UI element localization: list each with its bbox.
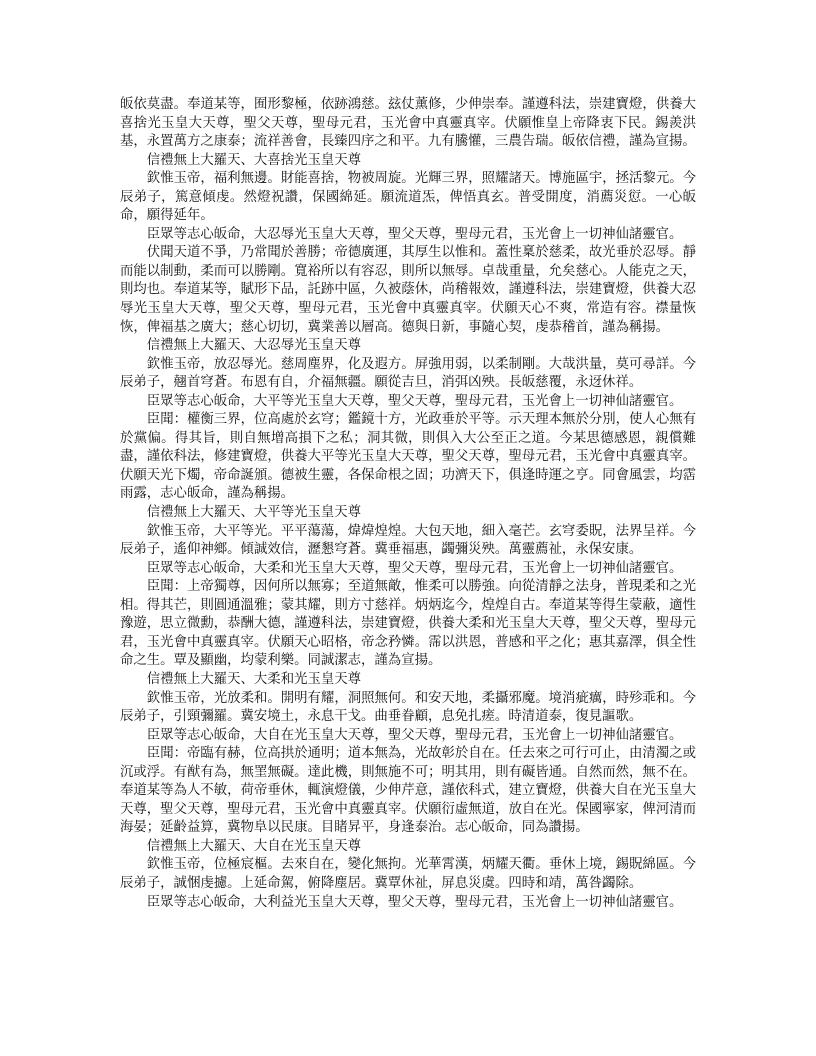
paragraph: 臣聞：帝臨有赫，位高拱於通明；道本無為，光故彰於自在。任去來之可行可止，由清濁之或沉或浮。有猷有為，無罣無礙。達此機，則無施不可；明其用，則有礙皆通。自然而然，無不在。奉道某等為人不敏，荷帝垂休，輒演燈儀，少伸芹意，謹依科式，建立寶燈，供養大自在光玉皇大天尊，聖父天尊，聖母元君，玉光會中真靈真宰。伏願衍虛無道，放自在光。保國寧家，俾河清而海晏；延齡益算，冀物阜以民康。目睹昇平，身逢泰治。志心皈命，同為讚揚。 xyxy=(120,746,696,836)
paragraph: 欽惟玉帝，位極宸樞。去來自在，變化無拘。光華霄漢，炳耀天衢。垂休上境，錫貺綿區。今辰弟子，誠悃虔攄。上延命駕，俯降塵居。冀覃休祉，屏息災虞。四時和靖，萬咎蠲除。 xyxy=(120,857,696,891)
paragraph-invocation: 臣眾等志心皈命，大柔和光玉皇大天尊，聖父天尊，聖母元君，玉光會上一切神仙諸靈官。 xyxy=(146,560,683,576)
paragraph: 皈依莫盡。奉道某等，囿形黎極，依跡鴻慈。玆仗薰修，少伸崇奉。謹遵科法，崇建寶燈，供養大喜捨光玉皇大天尊，聖父天尊，聖母元君，玉光會中真靈真宰。伏願惟皇上帝降衷下民。錫羨洪基，永置萬方之康泰；流祥善會，長臻四序之和平。九有騰懽，三農告瑞。皈依信禮，謹為宣揚。 xyxy=(120,97,696,150)
paragraph-heading: 信禮無上大羅天、大自在光玉皇天尊 xyxy=(146,838,362,854)
paragraph-heading: 信禮無上大羅天、大喜捨光玉皇天尊 xyxy=(146,152,362,168)
paragraph-heading: 信禮無上大羅天、大平等光玉皇天尊 xyxy=(146,505,362,521)
paragraph-invocation: 臣眾等志心皈命，大自在光玉皇大天尊，聖父天尊，聖母元君，玉光會上一切神仙諸靈官。 xyxy=(146,727,683,743)
paragraph-heading: 信禮無上大羅天、大忍辱光玉皇天尊 xyxy=(146,338,362,354)
paragraph: 臣聞：權衡三界，位高處於玄穹；鑑鏡十方，光政垂於平等。示天理本無於分別，使人心無有於黨偏。得其旨，則自無增高損下之私；洞其微，則俱入大公至正之道。今某思德感恩，親償難盡，謹依科法，修建寶燈，供養大平等光玉皇大天尊，聖父天尊，聖母元君，玉光會中真靈真宰。伏願天光下燭，帝命誕頒。德被生靈，各保命根之固；功濟天下，俱逢時運之亨。同會風雲，均霑雨露，志心皈命，謹為稱揚。 xyxy=(120,412,696,502)
paragraph: 臣聞：上帝獨尊，因何所以無寡；至道無敵，惟柔可以勝強。向從清靜之法身，普現柔和之光相。得其芒，則圓通溫雅；蒙其耀，則方寸慈祥。炳炳迄今，煌煌自古。奉道某等得生蒙蔽，適性豫遊，思立微勳，恭酬大德，謹遵科法，崇建寶燈，供養大柔和光玉皇大天尊，聖父天尊，聖母元君，玉光會中真靈真宰。伏願天心昭格，帝念矜憐。霈以洪恩，普感和平之化；惠其嘉澤，俱全性命之生。覃及顯幽，均蒙利樂。同誠潔志，謹為宣揚。 xyxy=(120,579,696,669)
document-page xyxy=(120,96,696,912)
paragraph-invocation: 臣眾等志心皈命，大平等光玉皇大天尊，聖父天尊，聖母元君，玉光會上一切神仙諸靈官。 xyxy=(146,393,683,409)
paragraph: 欽惟玉帝，大平等光。平平蕩蕩，煒煒煌煌。大包天地，細入毫芒。玄穹委貺，法界呈祥。今辰弟子，遙仰神鄉。傾誠效信，瀝懇穹蒼。冀垂福惠，蠲彌災殃。萬靈薦祉，永保安康。 xyxy=(120,523,696,558)
paragraph: 欽惟玉帝，放忍辱光。慈周塵界，化及遐方。屏強用弱，以柔制剛。大哉洪量，莫可尋詳。今辰弟子，翹首穹蒼。布恩有自，介福無疆。願從吉旦，消弭凶殃。長皈慈覆，永迓休祥。 xyxy=(120,356,696,391)
paragraph: 欽惟玉帝，光放柔和。開明有耀，洞照無何。和安天地，柔攝邪魔。境消疵癘，時殄乖和。今辰弟子，引頸彌羅。冀安境土，永息干戈。曲垂眷顧，息免扎瘥。時清道泰，復見謳歌。 xyxy=(120,690,696,725)
paragraph: 欽惟玉帝，福利無邊。財能喜捨，物被周旋。光輝三界，照耀諸天。博施區宇，拯活黎元。今辰弟子，篤意傾虔。然燈祝讚，保國綿延。願流道炁，俾悟真玄。普受開度，消薦災愆。一心皈命，願得延年。 xyxy=(120,171,696,224)
paragraph: 伏聞天道不爭，乃常聞於善勝；帝德廣運，其厚生以惟和。蓋性稟於慈柔，故光垂於忍辱。靜而能以制動，柔而可以勝剛。寬裕所以有容忍，則所以無辱。卓哉重量，允矣慈心。人能克之天，則均也。奉道某等，賦形下品，託跡中區，久被蔭休，尚稽報效，謹遵科法，崇建寶燈，供養大忍辱光玉皇大天尊，聖父天尊，聖母元君，玉光會中真靈真宰。伏願天心不爽，常造有容。襟量恢恢，俾福基之廣大；慈心切切，冀業善以層高。德與日新，事隨心契，虔恭稽首，謹為稱揚。 xyxy=(120,245,696,335)
paragraph-invocation: 臣眾等志心皈命，大忍辱光玉皇大天尊，聖父天尊，聖母元君，玉光會上一切神仙諸靈官。 xyxy=(146,226,683,242)
paragraph-invocation: 臣眾等志心皈命，大利益光玉皇大天尊，聖父天尊，聖母元君，玉光會上一切神仙諸靈官。 xyxy=(146,894,683,910)
paragraph-heading: 信禮無上大羅天、大柔和光玉皇天尊 xyxy=(146,671,362,687)
